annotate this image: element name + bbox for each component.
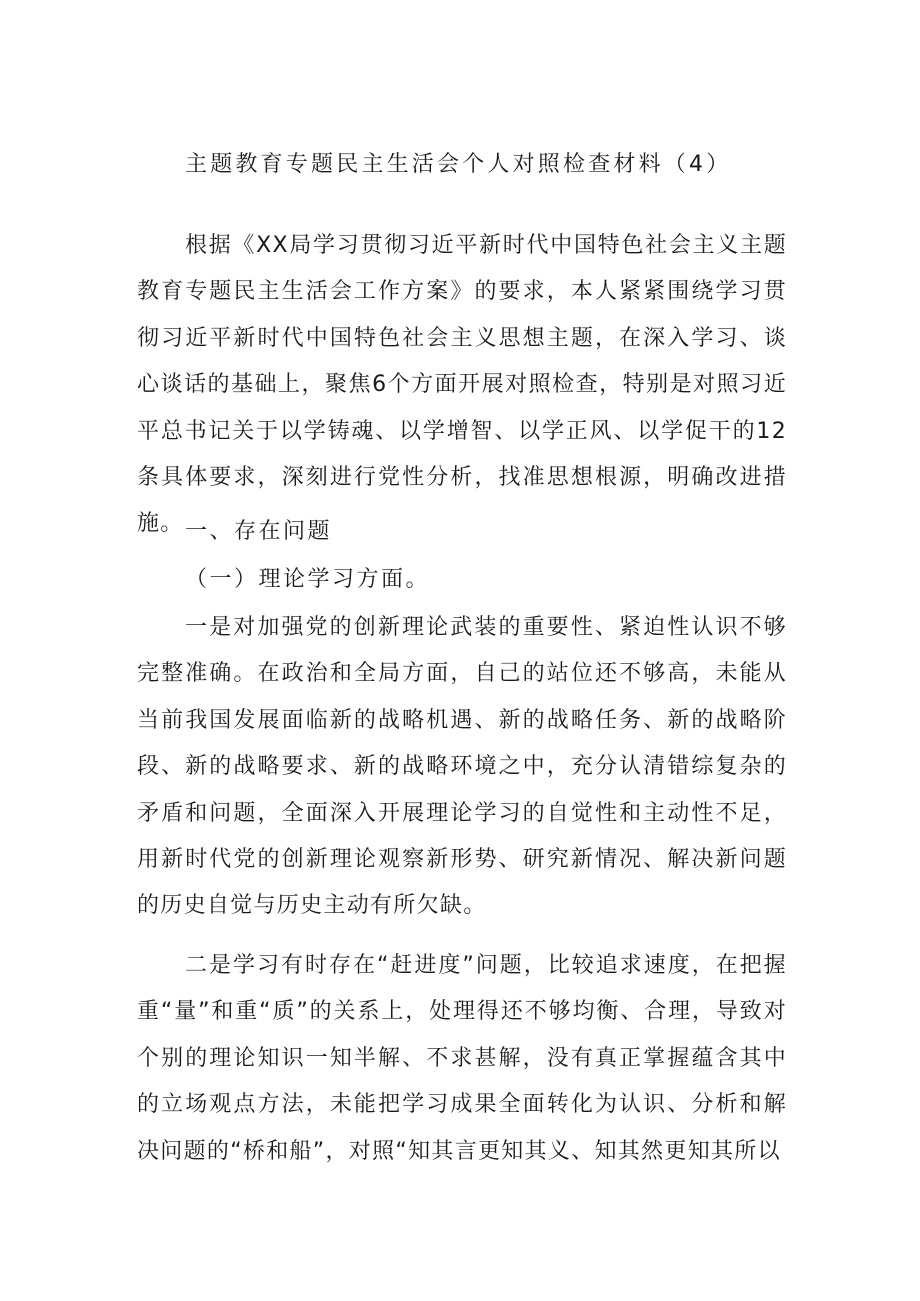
body-paragraph-2: 二是学习有时存在“赶进度”问题，比较追求速度，在把握重“量”和重“质”的关系上，处理得还不够均衡、合理，导致对个别的理论知识一知半解、不求甚解，没有真正掌握蕴含其中的立场观点方法，未能把学习成果全面转化为认识、分析和解决问题的“桥和船”，对照“知其言更知其义、知其然更知其所以 xyxy=(137,953,787,1164)
body-paragraph-1: 一是对加强党的创新理论武装的重要性、紧迫性认识不够完整准确。在政治和全局方面，自己的站位还不够高，未能从当前我国发展面临新的战略机遇、新的战略任务、新的战略阶段、新的战略要求、新的战略环境之中，充分认清错综复杂的矛盾和问题，全面深入开展理论学习的自觉性和主动性不足，用新时代党的创新理论观察新形势、研究新情况、解决新问题的历史自觉与历史主动有所欠缺。 xyxy=(137,615,787,919)
section-heading: 一、存在问题 xyxy=(185,519,333,544)
document-title: 主题教育专题民主生活会个人对照检查材料（4） xyxy=(185,152,732,177)
subsection-heading: （一）理论学习方面。 xyxy=(185,567,431,592)
intro-paragraph: 根据《XX局学习贯彻习近平新时代中国特色社会主义主题教育专题民主生活会工作方案》的要求，本人紧紧围绕学习贯彻习近平新时代中国特色社会主义思想主题，在深入学习、谈心谈话的基础上，聚焦6个方面开展对照检查，特别是对照习近平总书记关于以学铸魂、以学增智、以学正风、以学促干的12条具体要求，深刻进行党性分析，找准思想根源，明确改进措施。 xyxy=(137,233,787,537)
